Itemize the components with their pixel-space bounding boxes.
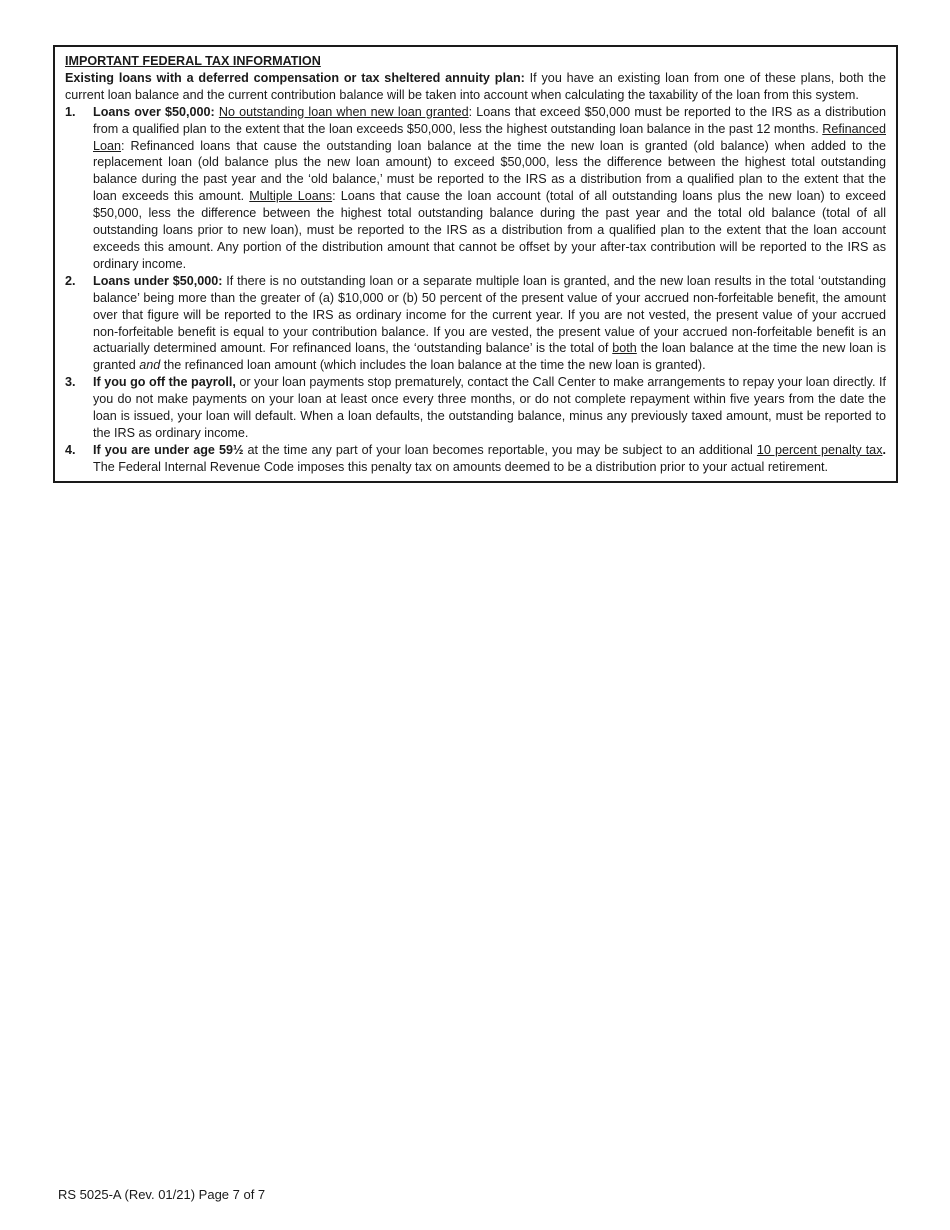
item-lead: If you go off the payroll, — [93, 375, 236, 390]
item-number: 3. — [65, 375, 76, 390]
item-underlined-term: Refinanced Loan — [93, 121, 886, 153]
item-text: at the time any part of your loan becomes reportable, you may be subject to an additional — [243, 442, 757, 457]
list-item-loans-under-50000 — [65, 273, 886, 374]
item-text: The Federal Internal Revenue Code imposes this penalty tax on amounts deemed to be a distribution prior to your actual retirement. — [93, 459, 829, 474]
list-item-under-age-59 — [65, 442, 886, 476]
item-number: 4. — [65, 442, 76, 457]
item-underlined-term: No outstanding loan when new loan granted — [218, 104, 469, 119]
item-underlined-term: Multiple Loans — [249, 189, 333, 204]
intro-text: If you have an existing loan from one of these plans, both the current loan balance and the current contribution balance will be taken into account when calculating the taxability of the loan from this system. — [65, 70, 886, 102]
list-item-off-payroll — [65, 374, 886, 442]
item-lead: Loans over $50,000: — [93, 104, 215, 119]
item-italic-term: and — [139, 358, 161, 373]
item-text: : Refinanced loans that cause the outstanding loan balance at the time the new loan is granted (old balance) when added to the replacement loan (old balance plus the new loan amount) to exceed $50,000, less the difference between the highest total outstanding balance during the past year and the ‘old balance,’ must be reported to the IRS as a distribution from a qualified plan to the extent that the loan exceeds this amount. — [93, 138, 886, 204]
tax-information-box — [53, 45, 898, 483]
item-underlined-term: both — [612, 341, 637, 356]
page-footer: RS 5025-A (Rev. 01/21) Page 7 of 7 — [58, 1187, 266, 1202]
item-text: : Loans that cause the loan account (total of all outstanding loans plus the new loan) to exceed $50,000, less the difference between the highest total outstanding balance during the past year and the total old balance (total of all outstanding loans prior to new loan), must be reported to the IRS as a distribution from a qualified plan to the extent that the loan account exceeds this amount. Any portion of the distribution amount that cannot be offset by your after-tax contribution will be reported to the IRS as ordinary income. — [93, 189, 886, 271]
item-lead: If you are under age 59½ — [93, 442, 244, 457]
intro-paragraph — [65, 70, 886, 104]
item-text: If there is no outstanding loan or a separate multiple loan is granted, and the new loan results in the total ‘outstanding balance’ being more than the greater of (a) $10,000 or (b) 50 percent of the present value of your accrued non-forfeitable benefit, the amount over that figure will be reported to the IRS as ordinary income for the current year. If you are not vested, the present value of your accrued non-forfeitable benefit is equal to your contribution balance. If you are vested, the present value of your accrued non-forfeitable benefit is an actuarially determined amount. For refinanced loans, the ‘outstanding balance’ is the total of — [93, 273, 886, 356]
item-underlined-term: 10 percent penalty tax — [756, 442, 883, 457]
item-text: or your loan payments stop prematurely, contact the Call Center to make arrangements to repay your loan directly. If you do not make payments on your loan at least once every three months, or do not complete repayment within five years from the date the loan is issued, your loan will default. When a loan defaults, the outstanding balance, minus any previously taxed amount, must be reported to the IRS as ordinary income. — [93, 375, 886, 440]
item-bold-punct: . — [882, 442, 886, 457]
item-text: the refinanced loan amount (which includes the loan balance at the time the new loan is granted). — [160, 358, 706, 373]
notice-title: IMPORTANT FEDERAL TAX INFORMATION — [65, 54, 321, 68]
item-text: the loan balance at the time the new loan is granted — [93, 341, 886, 373]
tax-rules-list — [65, 104, 886, 476]
intro-lead: Existing loans with a deferred compensation or tax sheltered annuity plan: — [65, 70, 525, 85]
item-number: 1. — [65, 104, 76, 119]
list-item-loans-over-50000 — [65, 104, 886, 273]
item-lead: Loans under $50,000: — [93, 273, 223, 288]
item-number: 2. — [65, 273, 76, 288]
item-text: : Loans that exceed $50,000 must be reported to the IRS as a distribution from a qualified plan to the extent that the loan exceeds $50,000, less the highest outstanding loan balance in the past 12 months. — [93, 104, 886, 136]
